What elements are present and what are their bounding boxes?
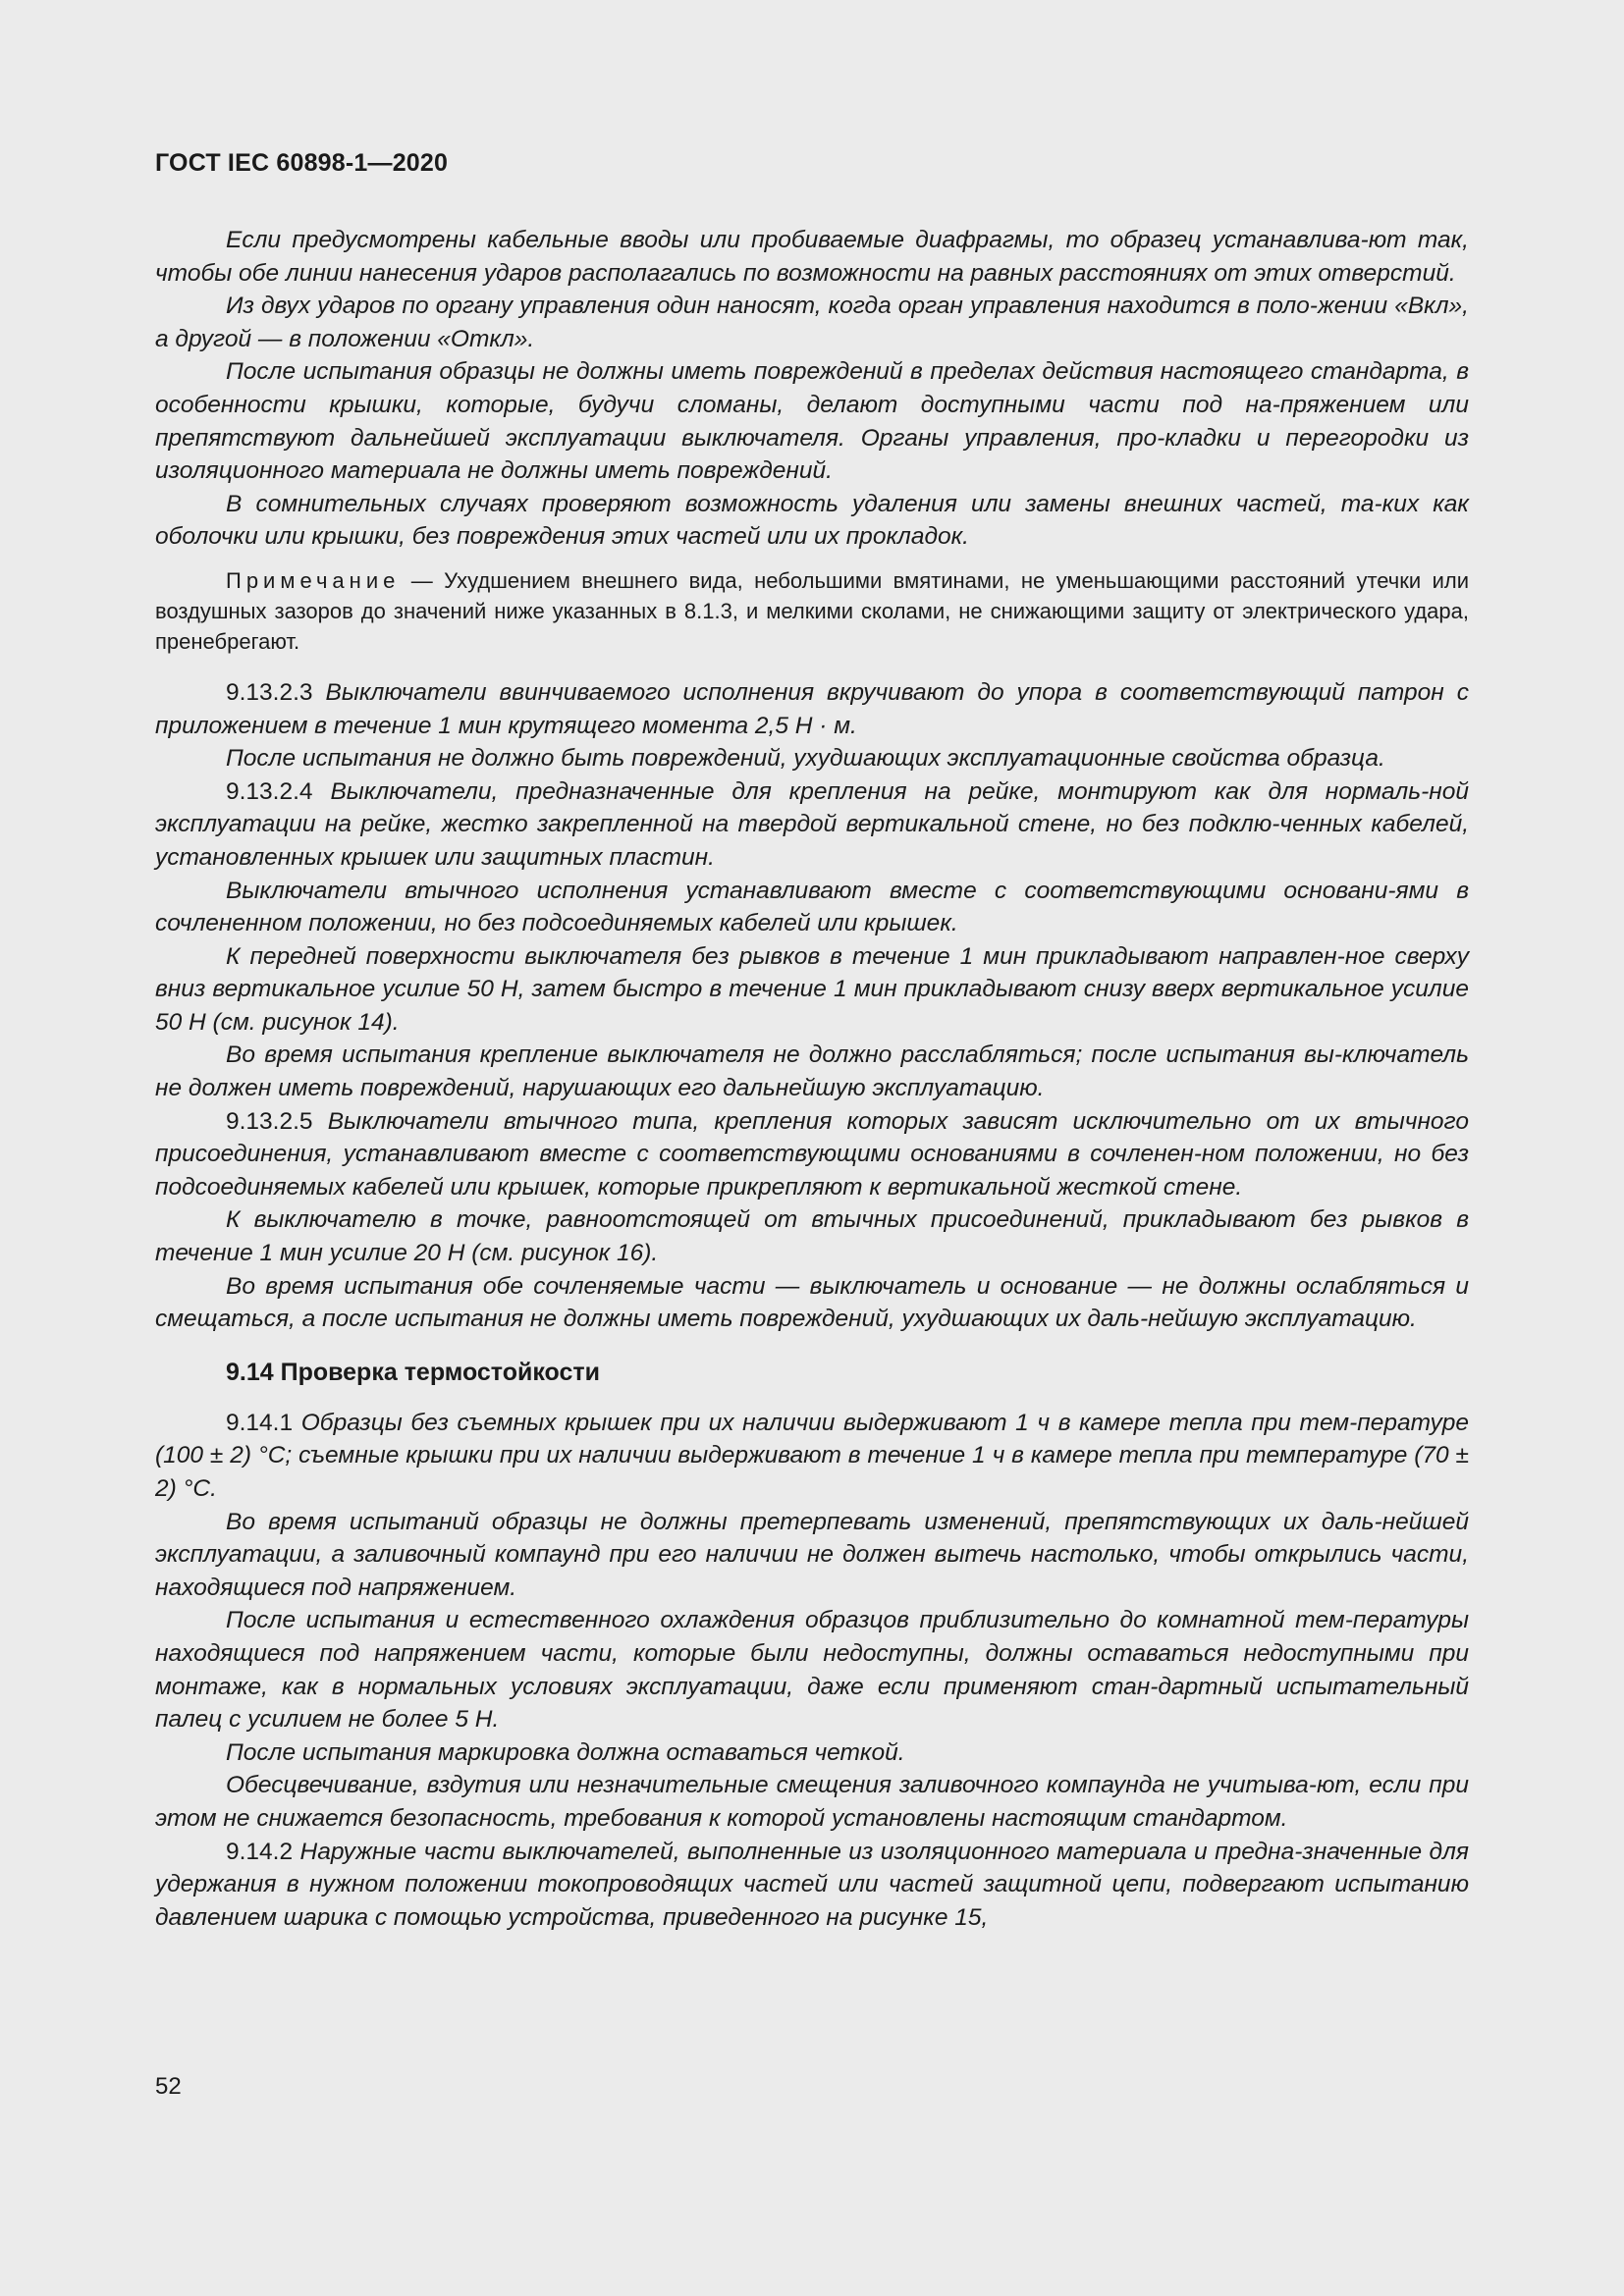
clause-text: Выключатели втычного типа, крепления которых зависят исключительно от их втычного присоединения, устанавливают вместе с соответствующими основаниями в сочленен-ном положении, но без подсоединяемых кабелей или крышек, которые прикрепляют к вертикальной жесткой стене. [155, 1107, 1469, 1201]
paragraph: Обесцвечивание, вздутия или незначительные смещения заливочного компаунда не учитыва-ют, если при этом не снижается безопасность, требования к которой установлены настоящим стандартом. [155, 1772, 1469, 1832]
paragraph: После испытания маркировка должна оставаться четкой. [226, 1738, 905, 1766]
clause-number: 9.13.2.5 [226, 1107, 313, 1135]
clause-text: Выключатели ввинчиваемого исполнения вкручивают до упора в соответствующий патрон с приложением в течение 1 мин крутящего момента 2,5 Н · м. [155, 678, 1469, 739]
clause-number: 9.14.1 [226, 1409, 294, 1436]
clause-number: 9.13.2.3 [226, 678, 313, 706]
clause-9-13-2-4 [155, 775, 1469, 875]
clause-text: Наружные части выключателей, выполненные из изоляционного материала и предна-значенные для удержания в нужном положении токопроводящих частей или частей защитной цепи, подвергают испытанию давлением шарика с помощью устройства, приведенного на рисунке 15, [155, 1838, 1469, 1931]
paragraph: К передней поверхности выключателя без рывков в течение 1 мин прикладывают направлен-ное сверху вниз вертикальное усилие 50 Н, затем быстро в течение 1 мин прикладывают снизу вверх вертикальное усилие 50 Н (см. рисунок 14). [155, 942, 1469, 1036]
paragraph: К выключателю в точке, равноотстоящей от втычных присоединений, прикладывают без рывков в течение 1 мин усилие 20 Н (см. рисунок 16). [155, 1206, 1469, 1267]
clause-9-13-2-5 [155, 1105, 1469, 1204]
section-heading: 9.14 Проверка термостойкости [226, 1358, 600, 1386]
clause-text: Выключатели, предназначенные для крепления на рейке, монтируют как для нормаль-ной эксплуатации на рейке, жестко закрепленной на твердой вертикальной стене, но без подклю-ченных кабелей, установленных крышек или защитных пластин. [155, 777, 1469, 871]
paragraph: После испытания и естественного охлаждения образцов приблизительно до комнатной тем-пературы находящиеся под напряжением части, которые были недоступны, должны оставаться недоступными при монтаже, как в нормальных условиях эксплуатации, даже если применяют стан-дартный испытательный палец с усилием не более 5 Н. [155, 1607, 1469, 1734]
clause-9-14-1 [155, 1407, 1469, 1506]
document-header: ГОСТ IEC 60898-1—2020 [155, 149, 449, 177]
document-body [155, 224, 1469, 1934]
paragraph: Если предусмотрены кабельные вводы или пробиваемые диафрагмы, то образец устанавлива-ют так, чтобы обе линии нанесения ударов располагались по возможности на равных расстояниях от этих отверстий. [155, 227, 1469, 287]
paragraph: Во время испытания крепление выключателя не должно расслабляться; после испытания вы-ключатель не должен иметь повреждений, нарушающих его дальнейшую эксплуатацию. [155, 1041, 1469, 1102]
page-number: 52 [155, 2073, 182, 2100]
clause-9-14-2 [155, 1836, 1469, 1935]
clause-9-13-2-3 [155, 676, 1469, 742]
note-text: — Ухудшением внешнего вида, небольшими вмятинами, не уменьшающими расстояний утечки или воздушных зазоров до значений ниже указанных в 8.1.3, и мелкими сколами, не снижающими защиту от электрического удара, пренебрегают. [155, 567, 1469, 654]
paragraph: Выключатели втычного исполнения устанавливают вместе с соответствующими основани-ями в сочлененном положении, но без подсоединяемых кабелей или крышек. [155, 877, 1469, 937]
paragraph: Во время испытаний образцы не должны претерпевать изменений, препятствующих их даль-нейшей эксплуатации, а заливочный компаунд при его наличии не должен вытечь настолько, чтобы открылись части, находящиеся под напряжением. [155, 1508, 1469, 1601]
paragraph: В сомнительных случаях проверяют возможность удаления или замены внешних частей, та-ких как оболочки или крышки, без повреждения этих частей или их прокладок. [155, 490, 1469, 551]
note-label: Примечание [226, 567, 401, 593]
clause-number: 9.14.2 [226, 1838, 294, 1865]
note [155, 565, 1469, 657]
clause-text: Образцы без съемных крышек при их наличии выдерживают 1 ч в камере тепла при тем-пературе (100 ± 2) °С; съемные крышки при их наличии выдерживают в течение 1 ч в камере тепла при температуре (70 ± 2) °С. [155, 1409, 1469, 1502]
paragraph: Из двух ударов по органу управления один наносят, когда орган управления находится в поло-жении «Вкл», а другой — в положении «Откл». [155, 293, 1469, 352]
clause-number: 9.13.2.4 [226, 777, 313, 805]
paragraph: После испытания образцы не должны иметь повреждений в пределах действия настоящего стандарта, в особенности крышки, которые, будучи сломаны, делают доступными части под на-пряжением или препятствуют дальнейшей эксплуатации выключателя. Органы управления, про-кладки и перегородки из изоляционного материала не должны иметь повреждений. [155, 358, 1469, 485]
paragraph: Во время испытания обе сочленяемые части — выключатель и основание — не должны ослабляться и смещаться, а после испытания не должны иметь повреждений, ухудшающих их даль-нейшую эксплуатацию. [155, 1272, 1469, 1333]
paragraph: После испытания не должно быть повреждений, ухудшающих эксплуатационные свойства образца. [226, 745, 1385, 773]
